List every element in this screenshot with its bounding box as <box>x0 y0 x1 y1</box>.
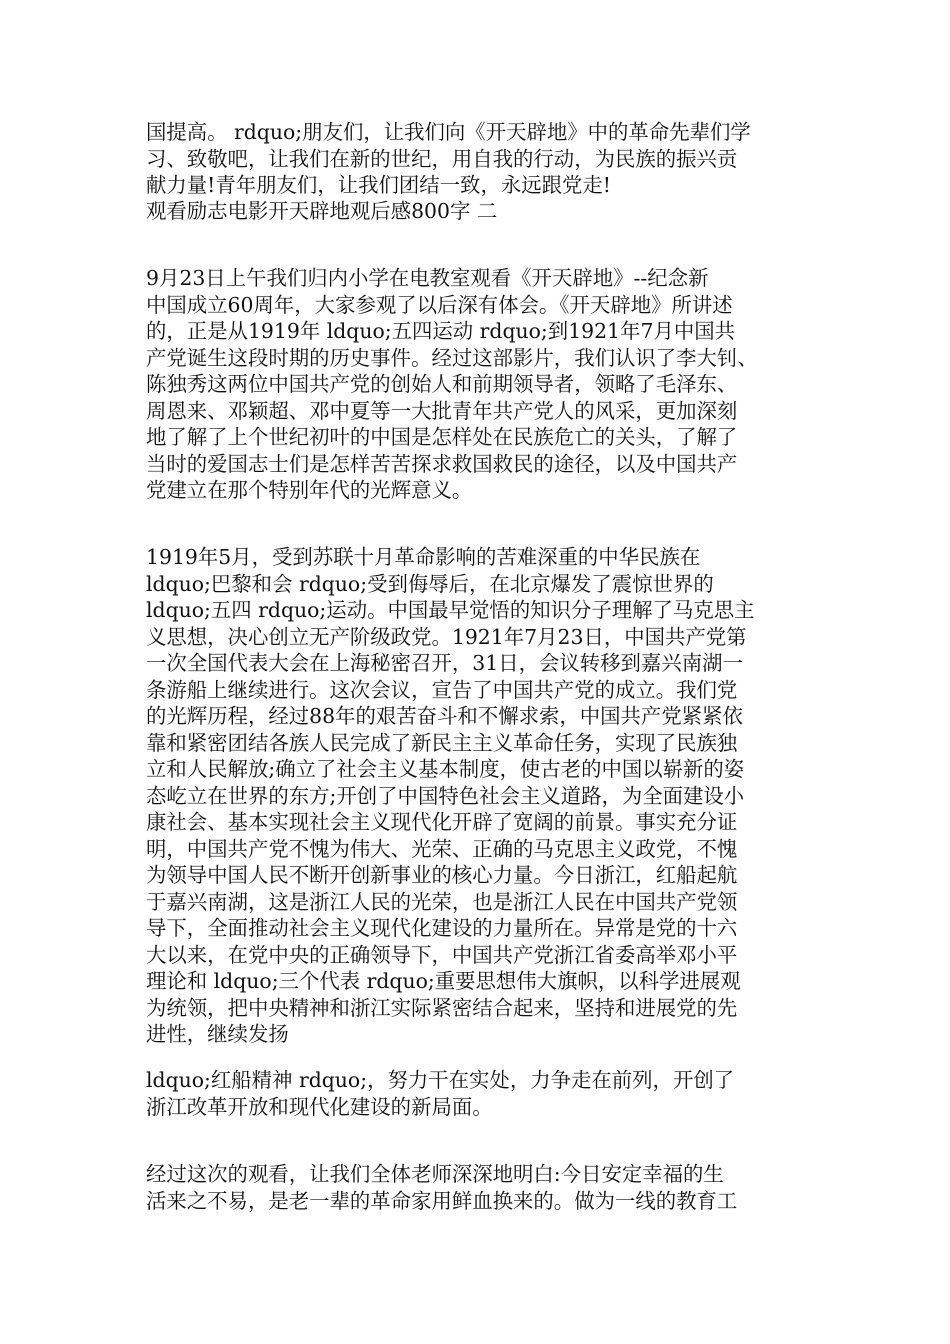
body-paragraph: 经过这次的观看，让我们全体老师深深地明白:今日安定幸福的生 活来之不易，是老一辈的革命家用鲜血换来的。做为一线的教育工 <box>146 1162 738 1213</box>
intro-paragraph: 国提高。 rdquo;朋友们，让我们向《开天辟地》中的革命先辈们学 习、致敬吧，让我们在新的世纪，用自我的行动，为民族的振兴贡 献力量!青年朋友们，让我们团结一致，永远跟党走! <box>146 120 751 197</box>
body-paragraph: 1919年5月，受到苏联十月革命影响的苦难深重的中华民族在 ldquo;巴黎和会 rdquo;受到侮辱后，在北京爆发了震惊世界的 ldquo;五四 rdquo;运动。中国最早觉悟的知识分子理解了马克思主 义思想，决心创立无产阶级政党。1921年7月23日，中国共产党第 一次全国代表大会在上海秘密召开，31日，会议转移到嘉兴南湖一 条游船上继续进行。这次会议，宣告了中国共产党的成立。我们党 的光辉历程，经过88年的艰苦奋斗和不懈求索，中国共产党紧紧依 靠和紧密团结各族人民完成了新民主主义革命任务，实现了民族独 立和人民解放;确立了社会主义基本制度，使古老的中国以崭新的姿 态屹立在世界的东方;开创了中国特色社会主义道路，为全面建设小 康社会、基本实现社会主义现代化开辟了宽阔的前景。事实充分证 明，中国共产党不愧为伟大、光荣、正确的马克思主义政党，不愧 为领导中国人民不断开创新事业的核心力量。今日浙江，红船起航 于嘉兴南湖，这是浙江人民的光荣，也是浙江人民在中国共产党领 导下，全面推动社会主义现代化建设的力量所在。异常是党的十六 大以来，在党中央的正确领导下，中国共产党浙江省委高举邓小平 理论和 ldquo;三个代表 rdquo;重要思想伟大旗帜，以科学进展观 为统领，把中央精神和浙江实际紧密结合起来，坚持和进展党的先 进性，继续发扬 <box>146 545 755 1046</box>
body-paragraph: 9月23日上午我们归内小学在电教室观看《开天辟地》--纪念新 中国成立60周年，大家参观了以后深有体会。《开天辟地》所讲述 的，正是从1919年 ldquo;五四运动 rdquo;到1921年7月中国共 产党诞生这段时期的历史事件。经过这部影片，我们认识了李大钊、 陈独秀这两位中国共产党的创始人和前期领导者，领略了毛泽东、 周恩来、邓颖超、邓中夏等一大批青年共产党人的风采，更加深刻 地了解了上个世纪初叶的中国是怎样处在民族危亡的关头，了解了 当时的爱国志士们是怎样苦苦探求救国救民的途径，以及中国共产 党建立在那个特别年代的光辉意义。 <box>146 266 758 502</box>
section-heading: 观看励志电影开天辟地观后感800字 二 <box>146 199 498 223</box>
body-paragraph: ldquo;红船精神 rdquo;，努力干在实处，力争走在前列，开创了 浙江改革开放和现代化建设的新局面。 <box>146 1068 735 1119</box>
